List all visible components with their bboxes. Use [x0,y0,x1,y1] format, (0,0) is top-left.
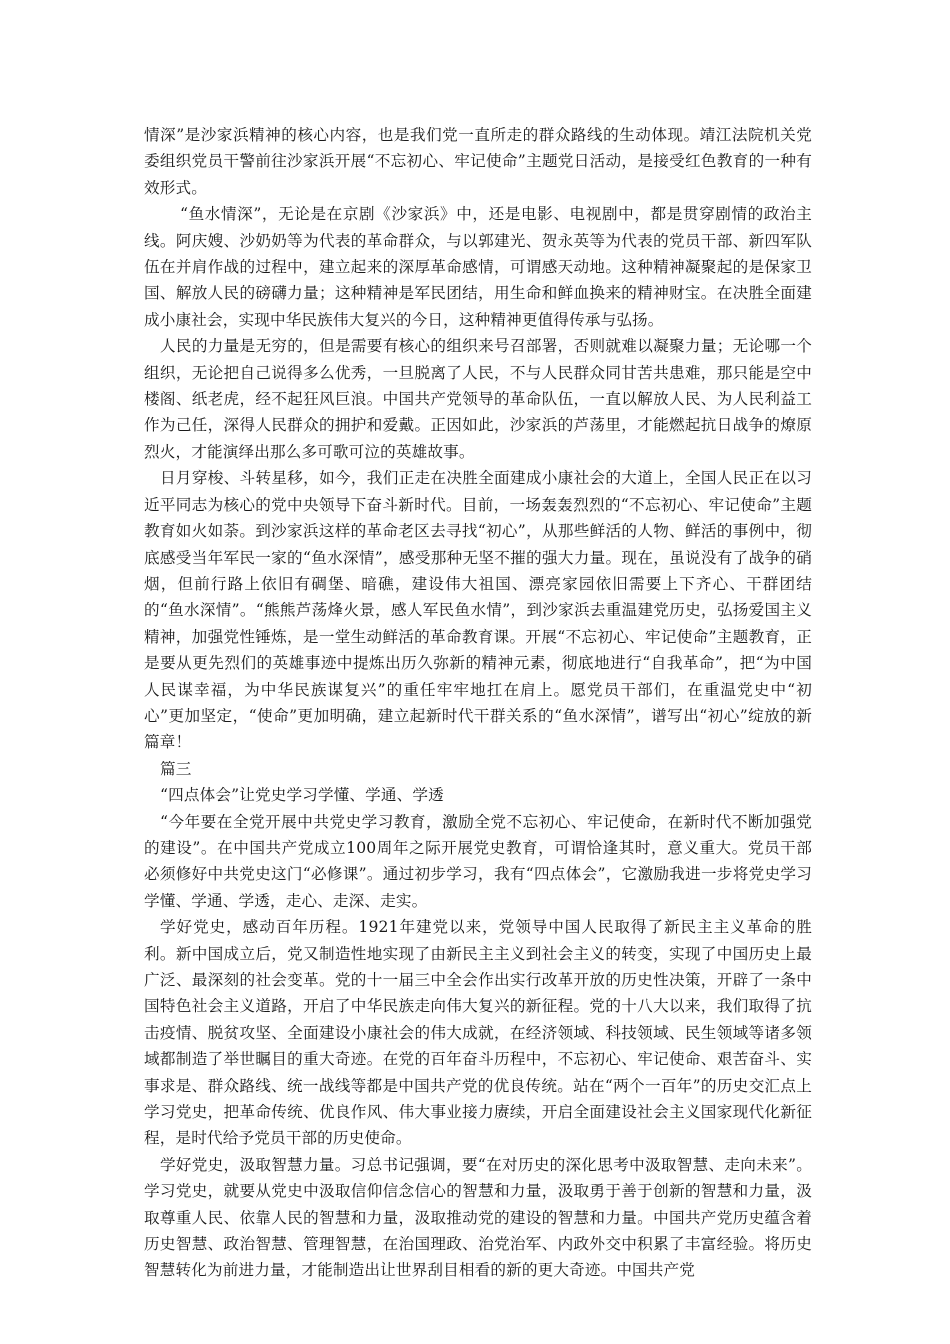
paragraph-7: 学好党史，汲取智慧力量。习总书记强调，要“在对历史的深化思考中汲取智慧、走向未来”。学习党史，就要从党史中汲取信仰信念信心的智慧和力量，汲取勇于善于创新的智慧和力量，汲取尊重人民、依靠人民的智慧和力量，汲取推动党的建设的智慧和力量。中国共产党历史蕴含着历史智慧、政治智慧、管理智慧，在治国理政、治党治军、内政外交中积累了丰富经验。将历史智慧转化为前进力量，才能制造出让世界刮目相看的新的更大奇迹。中国共产党 [144,1155,812,1280]
section-title: “四点体会”让党史学习学懂、学通、学透 [160,786,444,805]
paragraph-3: 人民的力量是无穷的，但是需要有核心的组织来号召部署，否则就难以凝聚力量；无论哪一个组织，无论把自己说得多么优秀，一旦脱离了人民，不与人民群众同甘苦共患难，那只能是空中楼阁、纸老虎，经不起狂风巨浪。中国共产党领导的革命队伍，一直以解放人民、为人民利益工作为己任，深得人民群众的拥护和爱戴。正因如此，沙家浜的芦荡里，才能燃起抗日战争的燎原烈火，才能演绎出那么多可歌可泣的英雄故事。 [144,337,812,461]
paragraph-1: 情深”是沙家浜精神的核心内容，也是我们党一直所走的群众路线的生动体现。靖江法院机关党委组织党员干警前往沙家浜开展“不忘初心、牢记使命”主题党日活动，是接受红色教育的一种有效形式。 [144,126,812,197]
section-label: 篇三 [160,759,192,778]
paragraph-2: “鱼水情深”，无论是在京剧《沙家浜》中，还是电影、电视剧中，都是贯穿剧情的政治主线。阿庆嫂、沙奶奶等为代表的革命群众，与以郭建光、贺永英等为代表的党员干部、新四军队伍在并肩作战的过程中，建立起来的深厚革命感情，可谓感天动地。这种精神凝聚起的是保家卫国、解放人民的磅礴力量；这种精神是军民团结，用生命和鲜血换来的精神财宝。在决胜全面建成小康社会，实现中华民族伟大复兴的今日，这种精神更值得传承与弘扬。 [144,205,812,329]
paragraph-4: 日月穿梭、斗转星移，如今，我们正走在决胜全面建成小康社会的大道上，全国人民正在以习近平同志为核心的党中央领导下奋斗新时代。目前，一场轰轰烈烈的“不忘初心、牢记使命”主题教育如火如荼。到沙家浜这样的革命老区去寻找“初心”，从那些鲜活的人物、鲜活的事例中，彻底感受当年军民一家的“鱼水深情”，感受那种无坚不摧的强大力量。现在，虽说没有了战争的硝烟，但前行路上依旧有碉堡、暗礁，建设伟大祖国、漂亮家园依旧需要上下齐心、干群团结的“鱼水深情”。“熊熊芦荡烽火景，感人军民鱼水情”，到沙家浜去重温建党历史，弘扬爱国主义精神，加强党性锤炼，是一堂生动鲜活的革命教育课。开展“不忘初心、牢记使命”主题教育，正是要从更先烈们的英雄事迹中提炼出历久弥新的精神元素，彻底地进行“自我革命”，把“为中国人民谋幸福，为中华民族谋复兴”的重任牢牢地扛在肩上。愿党员干部们，在重温党史中“初心”更加坚定，“使命”更加明确，建立起新时代干群关系的“鱼水深情”，谱写出“初心”绽放的新篇章！ [144,469,812,752]
document-body [144,122,812,1284]
paragraph-5: “今年要在全党开展中共党史学习教育，激励全党不忘初心、牢记使命，在新时代不断加强党的建设”。在中国共产党成立100周年之际开展党史教育，可谓恰逢其时，意义重大。党员干部必须修好中共党史这门“必修课”。通过初步学习，我有“四点体会”，它激励我进一步将党史学习学懂、学通、学透，走心、走深、走实。 [144,812,812,910]
paragraph-6: 学好党史，感动百年历程。1921年建党以来，党领导中国人民取得了新民主主义革命的胜利。新中国成立后，党又制造性地实现了由新民主主义到社会主义的转变，实现了中国历史上最广泛、最深刻的社会变革。党的十一届三中全会作出实行改革开放的历史性决策，开辟了一条中国特色社会主义道路，开启了中华民族走向伟大复兴的新征程。党的十八大以来，我们取得了抗击疫情、脱贫攻坚、全面建设小康社会的伟大成就，在经济领域、科技领域、民生领域等诸多领域都制造了举世瞩目的重大奇迹。在党的百年奋斗历程中，不忘初心、牢记使命、艰苦奋斗、实事求是、群众路线、统一战线等都是中国共产党的优良传统。站在“两个一百年”的历史交汇点上学习党史，把革命传统、优良作风、伟大事业接力赓续，开启全面建设社会主义国家现代化新征程，是时代给予党员干部的历史使命。 [144,918,812,1148]
